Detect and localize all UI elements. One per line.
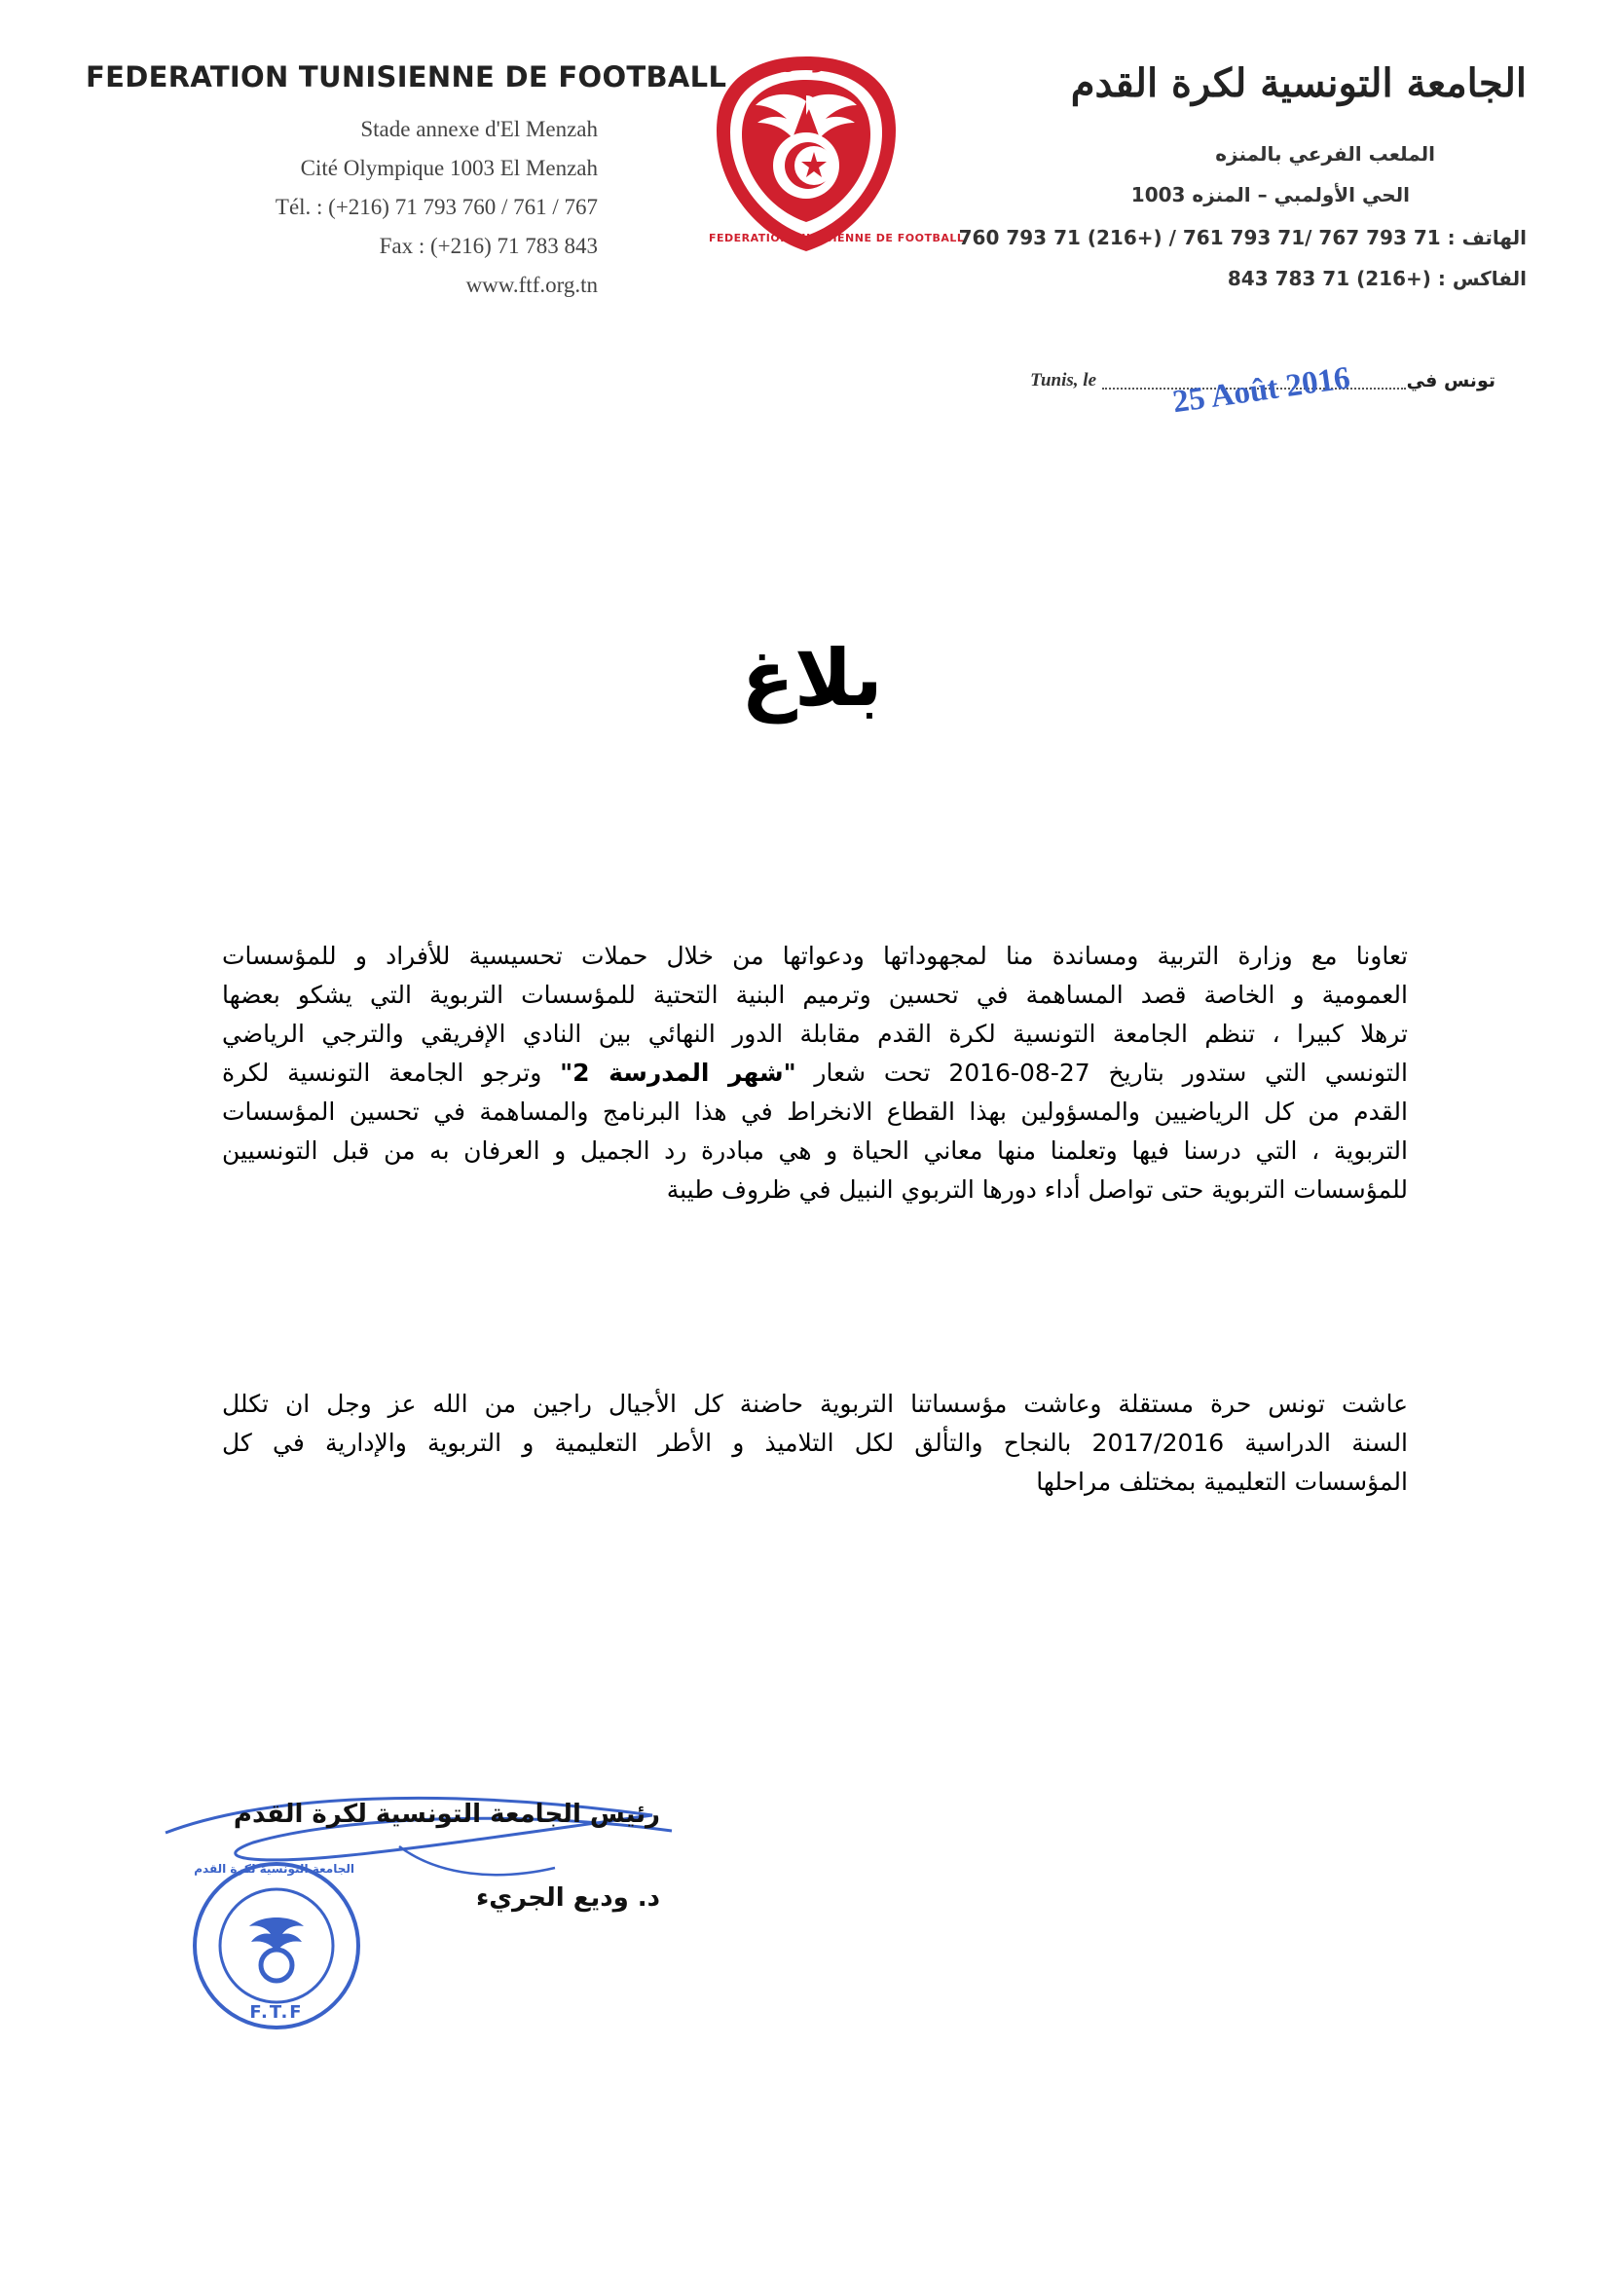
stamp-initials: F.T.F: [249, 2002, 304, 2023]
phone-label-ar: الهاتف :: [1447, 226, 1527, 249]
body-line: التربوية ، التي درسنا فيها وتعلمنا منها معاني الحياة و هي مبادرة رد الجميل و العرفان به من قبل التونسيين: [222, 1136, 1408, 1165]
campaign-slogan: "شهر المدرسة 2": [560, 1059, 796, 1087]
address-line-ar: الحي الأولمبي – المنزه 1003: [1130, 183, 1410, 206]
federation-logo: [709, 51, 965, 255]
date-label-ar: تونس في: [1406, 370, 1495, 391]
logo-ring-text: FEDERATION TUNISIENNE DE FOOTBALL: [709, 232, 965, 244]
federation-logo-icon: [709, 51, 965, 255]
body-line: عاشت تونس حرة مستقلة وعاشت مؤسساتنا التربوية حاضنة كل الأجيال راجين من الله عز وجل ان تكلل: [222, 1390, 1408, 1418]
body-line: تعاونا مع وزارة التربية ومساندة منا لمجهوداتها ودعواتها من خلال حملات تحسيسية للأفراد و للمؤسسات: [222, 942, 1408, 970]
stamp-ring-text: الجامعة التونسية لكرة القدم: [194, 1862, 354, 1876]
date-label-fr: Tunis, le: [1030, 370, 1096, 391]
body-text: وترجو الجامعة التونسية لكرة: [222, 1059, 561, 1087]
address-line: Stade annexe d'El Menzah: [360, 117, 598, 141]
logo-top-text: تونس: [781, 53, 831, 73]
document-title: بلاغ: [741, 633, 883, 724]
phone-line-ar: [959, 226, 1527, 249]
address-line: Cité Olympique 1003 El Menzah: [300, 156, 598, 180]
body-line: ترهلا كبيرا ، تنظم الجامعة التونسية لكرة القدم مقابلة الدور النهائي بين النادي الإفريقي والترجي الرياضي: [222, 1020, 1408, 1048]
body-line: العمومية و الخاصة قصد المساهمة في تحسين وترميم البنية التحتية للمؤسسات التربوية التي يشكو بعضها: [222, 981, 1408, 1009]
body-line: القدم من كل الرياضيين والمسؤولين بهذا القطاع الانخراط في هذا البرنامج والمساهمة في تحسين المؤسسات: [222, 1098, 1408, 1126]
federation-name-arabic: الجامعة التونسية لكرة القدم: [1070, 60, 1527, 106]
date-value: 25 Août 2016: [1169, 360, 1352, 421]
body-paragraph-2: [222, 1385, 1408, 1502]
fax-value-ar: 843 783 71 (216+): [1227, 267, 1431, 290]
fax-label-ar: الفاكس :: [1437, 267, 1527, 290]
body-text: التونسي التي ستدور بتاريخ 27-08-2016 تحت شعار: [795, 1059, 1408, 1087]
body-paragraph-1: [222, 937, 1408, 1210]
address-line-ar: الملعب الفرعي بالمنزه: [1215, 142, 1435, 166]
body-line: للمؤسسات التربوية حتى تواصل أداء دورها التربوي النبيل في ظروف طيبة: [666, 1175, 1408, 1204]
federation-name-french: FEDERATION TUNISIENNE DE FOOTBALL: [86, 60, 727, 93]
body-line: المؤسسات التعليمية بمختلف مراحلها: [1036, 1468, 1408, 1496]
fax-line-ar: [1228, 267, 1527, 290]
phone-line: Tél. : (+216) 71 793 760 / 761 / 767: [275, 195, 598, 219]
date-line: [989, 362, 1495, 421]
website-line: www.ftf.org.tn: [465, 273, 598, 297]
phone-value-ar: 760 793 71 (216+) / 761 793 71/ 767 793 71: [958, 226, 1441, 249]
body-line: السنة الدراسية 2017/2016 بالنجاح والتألق لكل التلاميذ و الأطر التعليمية و التربوية والإدارية في كل: [222, 1429, 1409, 1457]
body-line: [222, 1054, 1408, 1093]
official-stamp: [189, 1858, 364, 2033]
signatory-title: رئيس الجامعة التونسية لكرة القدم: [233, 1800, 660, 1829]
signatory-name: د. وديع الجريء: [475, 1883, 660, 1913]
fax-line: Fax : (+216) 71 783 843: [379, 234, 598, 258]
